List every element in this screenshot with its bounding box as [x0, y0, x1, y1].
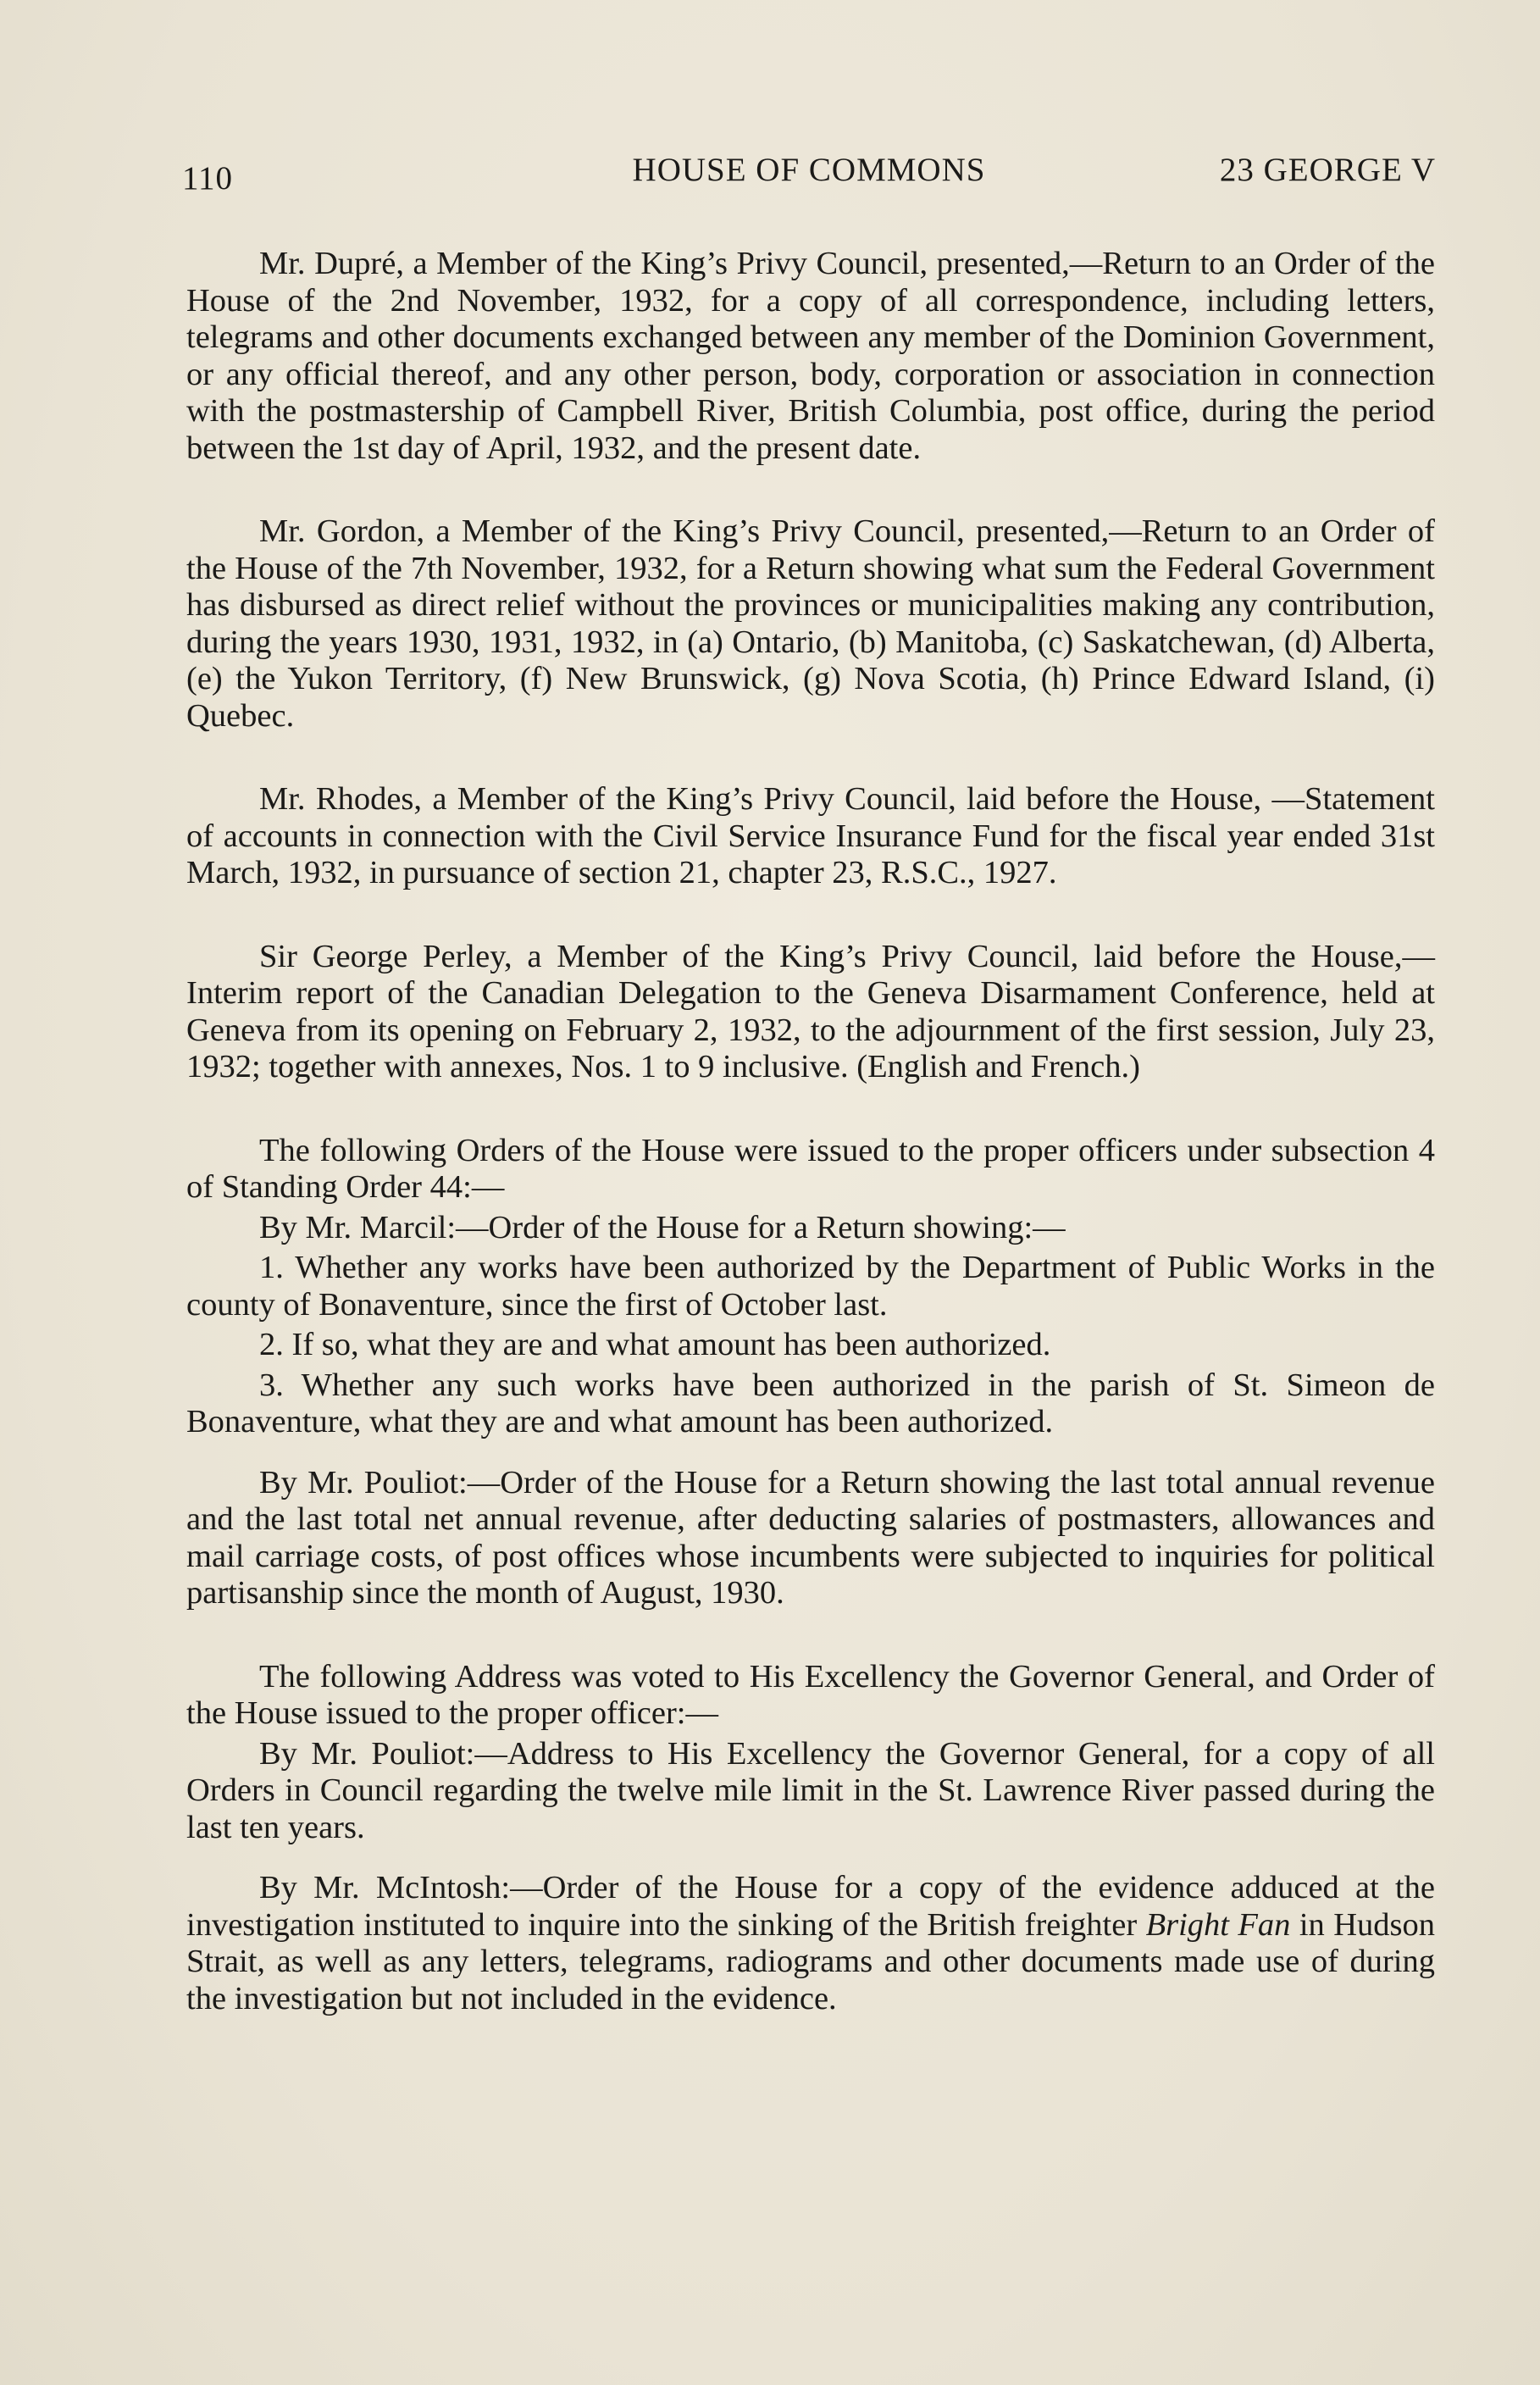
paragraph-perley-report: Sir George Perley, a Member of the King’s Privy Council, laid before the House,—Interim report of the Canadian Delegation to the Geneva Disarmament Conference, held at Geneva from its opening on February 2, 1932, to the adjournment of the first session, July 23, 1932; together with annexes, Nos. 1 to 9 inclusive. (English and French.)	[186, 938, 1435, 1084]
journal-title: HOUSE OF COMMONS	[632, 152, 986, 188]
mcintosh-text-before: By Mr. McIntosh:—Order of the House for a copy of the evidence adduced at the investigation instituted to inquire into the sinking of the British freighter	[186, 1870, 1435, 1943]
paragraph-orders-issued: The following Orders of the House were issued to the proper officers under subsection 4 of Standing Order 44:—	[186, 1132, 1435, 1205]
body-text	[186, 246, 1435, 2017]
ship-name: Bright Fan	[1145, 1906, 1291, 1943]
paragraph-pouliot-address: By Mr. Pouliot:—Address to His Excellency the Governor General, for a copy of all Orders in Council regarding the twelve mile limit in the St. Lawrence River passed during the last ten years.	[186, 1735, 1435, 1845]
paragraph-marcil-order: By Mr. Marcil:—Order of the House for a Return showing:—	[259, 1209, 1066, 1245]
paragraph-address-voted: The following Address was voted to His Excellency the Governor General, and Order of the House issued to the proper officer:—	[186, 1658, 1435, 1731]
paragraph-pouliot-order: By Mr. Pouliot:—Order of the House for a Return showing the last total annual revenue and the last total net annual revenue, after deducting salaries of postmasters, allowances and mail carriage costs, of post offices whose incumbents were subjected to inquiries for political partisanship since the month of August, 1930.	[186, 1464, 1435, 1611]
list-item-2: 2. If so, what they are and what amount has been authorized.	[259, 1327, 1051, 1362]
paragraph-gordon-return: Mr. Gordon, a Member of the King’s Privy Council, presented,—Return to an Order of the House of the 7th November, 1932, for a Return showing what sum the Federal Government has disbursed as direct relief without the provinces or municipalities making any contribution, during the years 1930, 1931, 1932, in (a) Ontario, (b) Manitoba, (c) Saskatchewan, (d) Alberta, (e) the Yukon Territory, (f) New Brunswick, (g) Nova Scotia, (h) Prince Edward Island, (i) Quebec.	[186, 513, 1435, 734]
page-number: 110	[182, 160, 234, 197]
list-item-3: 3. Whether any such works have been authorized in the parish of St. Simeon de Bonaventure, what they are and what amount has been authorized.	[186, 1367, 1435, 1439]
paragraph-dupre-return: Mr. Dupré, a Member of the King’s Privy Council, presented,—Return to an Order of the House of the 2nd November, 1932, for a copy of all correspondence, including letters, telegrams and other documents exchanged between any member of the Dominion Government, or any official thereof, and any other person, body, corporation or association in connection with the postmastership of Campbell River, British Columbia, post office, during the period between the 1st day of April, 1932, and the present date.	[186, 246, 1435, 466]
mcintosh-text-after: in Hudson Strait, as well as any letters, telegrams, radiograms and other documents made use of during the investigation but not included in the evidence.	[186, 1906, 1435, 2016]
running-header	[182, 151, 1436, 202]
paragraph-rhodes-statement: Mr. Rhodes, a Member of the King’s Privy Council, laid before the House, —Statement of accounts in connection with the Civil Service Insurance Fund for the fiscal year ended 31st March, 1932, in pursuance of section 21, chapter 23, R.S.C., 1927.	[186, 781, 1435, 890]
regnal-year: 23 GEORGE V	[1219, 152, 1436, 188]
paragraph-mcintosh-order	[186, 1870, 1435, 2017]
list-item-1: 1. Whether any works have been authorized by the Department of Public Works in the county of Bonaventure, since the first of October last.	[186, 1250, 1435, 1323]
